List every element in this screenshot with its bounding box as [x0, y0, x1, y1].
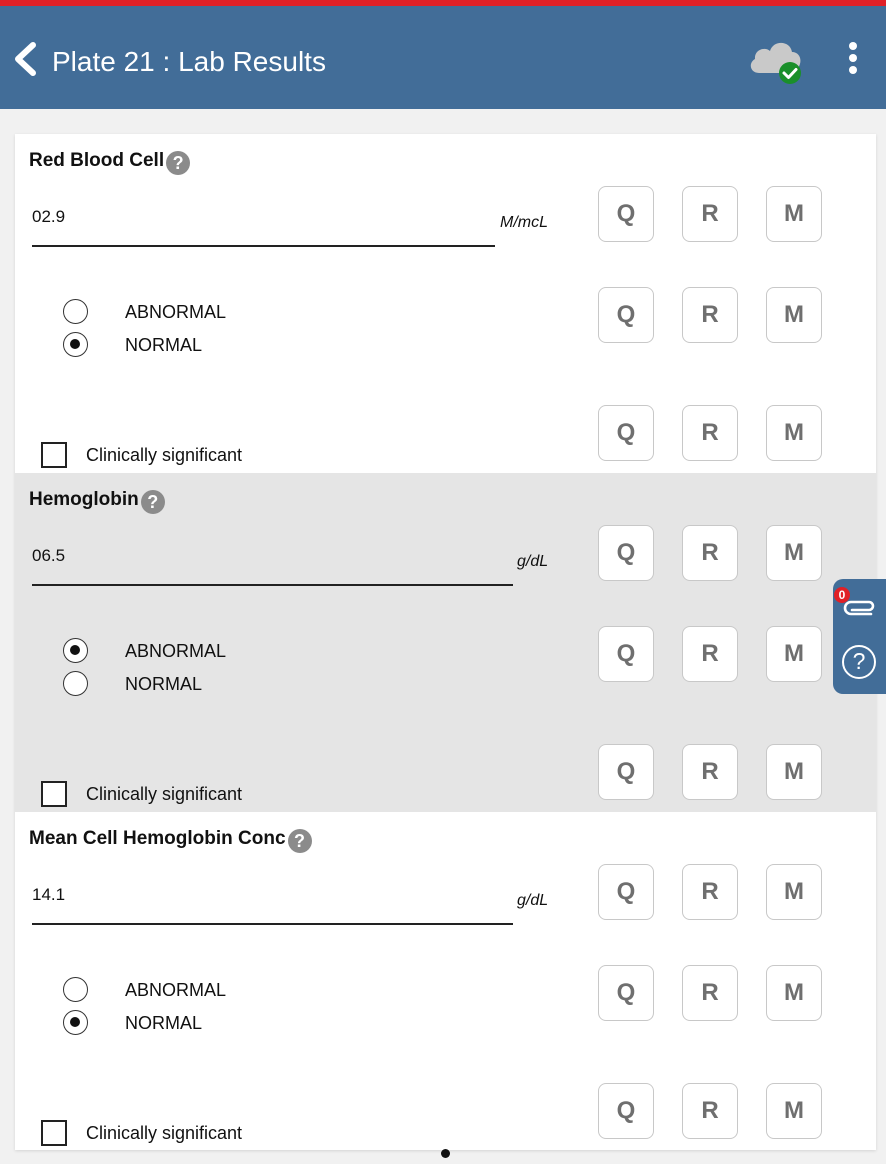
- app-header: [0, 6, 886, 109]
- unit-label: g/dL: [517, 892, 549, 909]
- radio-circle-selected[interactable]: [63, 1010, 88, 1035]
- checkbox-label: Clinically significant: [86, 784, 243, 804]
- clinically-significant-checkbox[interactable]: [41, 781, 67, 807]
- query-button[interactable]: Q: [598, 626, 654, 682]
- reason-button[interactable]: R: [682, 287, 738, 343]
- field-title: [29, 488, 165, 514]
- section-red-blood-cell: [15, 134, 876, 473]
- radio-label: ABNORMAL: [125, 641, 227, 661]
- query-button[interactable]: Q: [598, 186, 654, 242]
- help-icon[interactable]: ?: [166, 151, 190, 175]
- radio-label: ABNORMAL: [125, 980, 227, 1000]
- missing-button[interactable]: M: [766, 744, 822, 800]
- reason-button[interactable]: R: [682, 744, 738, 800]
- query-button[interactable]: Q: [598, 287, 654, 343]
- radio-circle-selected[interactable]: [63, 638, 88, 663]
- query-button[interactable]: Q: [598, 864, 654, 920]
- value-text: 02.9: [32, 207, 66, 226]
- value-text: 14.1: [32, 885, 66, 904]
- field-title-text: Hemoglobin: [29, 489, 139, 510]
- reason-button[interactable]: R: [682, 405, 738, 461]
- radio-label: NORMAL: [125, 1013, 203, 1033]
- field-title-text: Mean Cell Hemoglobin Conc: [29, 828, 286, 849]
- missing-button[interactable]: M: [766, 1083, 822, 1139]
- checkbox-label: Clinically significant: [86, 445, 243, 465]
- checkbox-label: Clinically significant: [86, 1123, 243, 1143]
- radio-label: ABNORMAL: [125, 302, 227, 322]
- paperclip-icon[interactable]: [843, 597, 877, 619]
- section-mean-cell-hemoglobin-conc: [15, 812, 876, 1150]
- missing-button[interactable]: M: [766, 287, 822, 343]
- missing-button[interactable]: M: [766, 405, 822, 461]
- section-hemoglobin: [15, 473, 876, 812]
- page-title: Plate 21 : Lab Results: [52, 46, 326, 77]
- radio-label: NORMAL: [125, 674, 203, 694]
- lab-results-form: [15, 134, 876, 1150]
- unit-label: g/dL: [517, 553, 549, 570]
- help-icon[interactable]: ?: [141, 490, 165, 514]
- radio-label: NORMAL: [125, 335, 203, 355]
- value-input[interactable]: [32, 885, 513, 925]
- radio-circle[interactable]: [63, 299, 88, 324]
- clinically-significant-checkbox[interactable]: [41, 1120, 67, 1146]
- query-button[interactable]: Q: [598, 525, 654, 581]
- query-button[interactable]: Q: [598, 405, 654, 461]
- missing-button[interactable]: M: [766, 965, 822, 1021]
- missing-button[interactable]: M: [766, 525, 822, 581]
- field-title-text: Red Blood Cell: [29, 150, 165, 171]
- radio-circle[interactable]: [63, 977, 88, 1002]
- attachment-count-badge: 0: [834, 587, 850, 603]
- missing-button[interactable]: M: [766, 864, 822, 920]
- value-input[interactable]: [32, 207, 495, 247]
- value-text: 06.5: [32, 546, 66, 565]
- help-icon[interactable]: ?: [288, 829, 312, 853]
- question-circle-icon[interactable]: ?: [842, 645, 876, 679]
- side-tools-tab: [833, 579, 886, 694]
- field-title: [29, 149, 190, 175]
- reason-button[interactable]: R: [682, 965, 738, 1021]
- reason-button[interactable]: R: [682, 626, 738, 682]
- unit-label: M/mcL: [500, 214, 548, 231]
- radio-circle-selected[interactable]: [63, 332, 88, 357]
- field-title: [29, 827, 312, 853]
- clinically-significant-checkbox[interactable]: [41, 442, 67, 468]
- query-button[interactable]: Q: [598, 744, 654, 800]
- reason-button[interactable]: R: [682, 186, 738, 242]
- value-input[interactable]: [32, 546, 513, 586]
- page-indicator-dot: [441, 1149, 450, 1158]
- radio-circle[interactable]: [63, 671, 88, 696]
- cloud-synced-icon[interactable]: [746, 34, 806, 86]
- missing-button[interactable]: M: [766, 186, 822, 242]
- query-button[interactable]: Q: [598, 1083, 654, 1139]
- chevron-left-icon[interactable]: [12, 42, 38, 76]
- reason-button[interactable]: R: [682, 525, 738, 581]
- more-vertical-icon[interactable]: [842, 40, 864, 76]
- query-button[interactable]: Q: [598, 965, 654, 1021]
- reason-button[interactable]: R: [682, 1083, 738, 1139]
- missing-button[interactable]: M: [766, 626, 822, 682]
- reason-button[interactable]: R: [682, 864, 738, 920]
